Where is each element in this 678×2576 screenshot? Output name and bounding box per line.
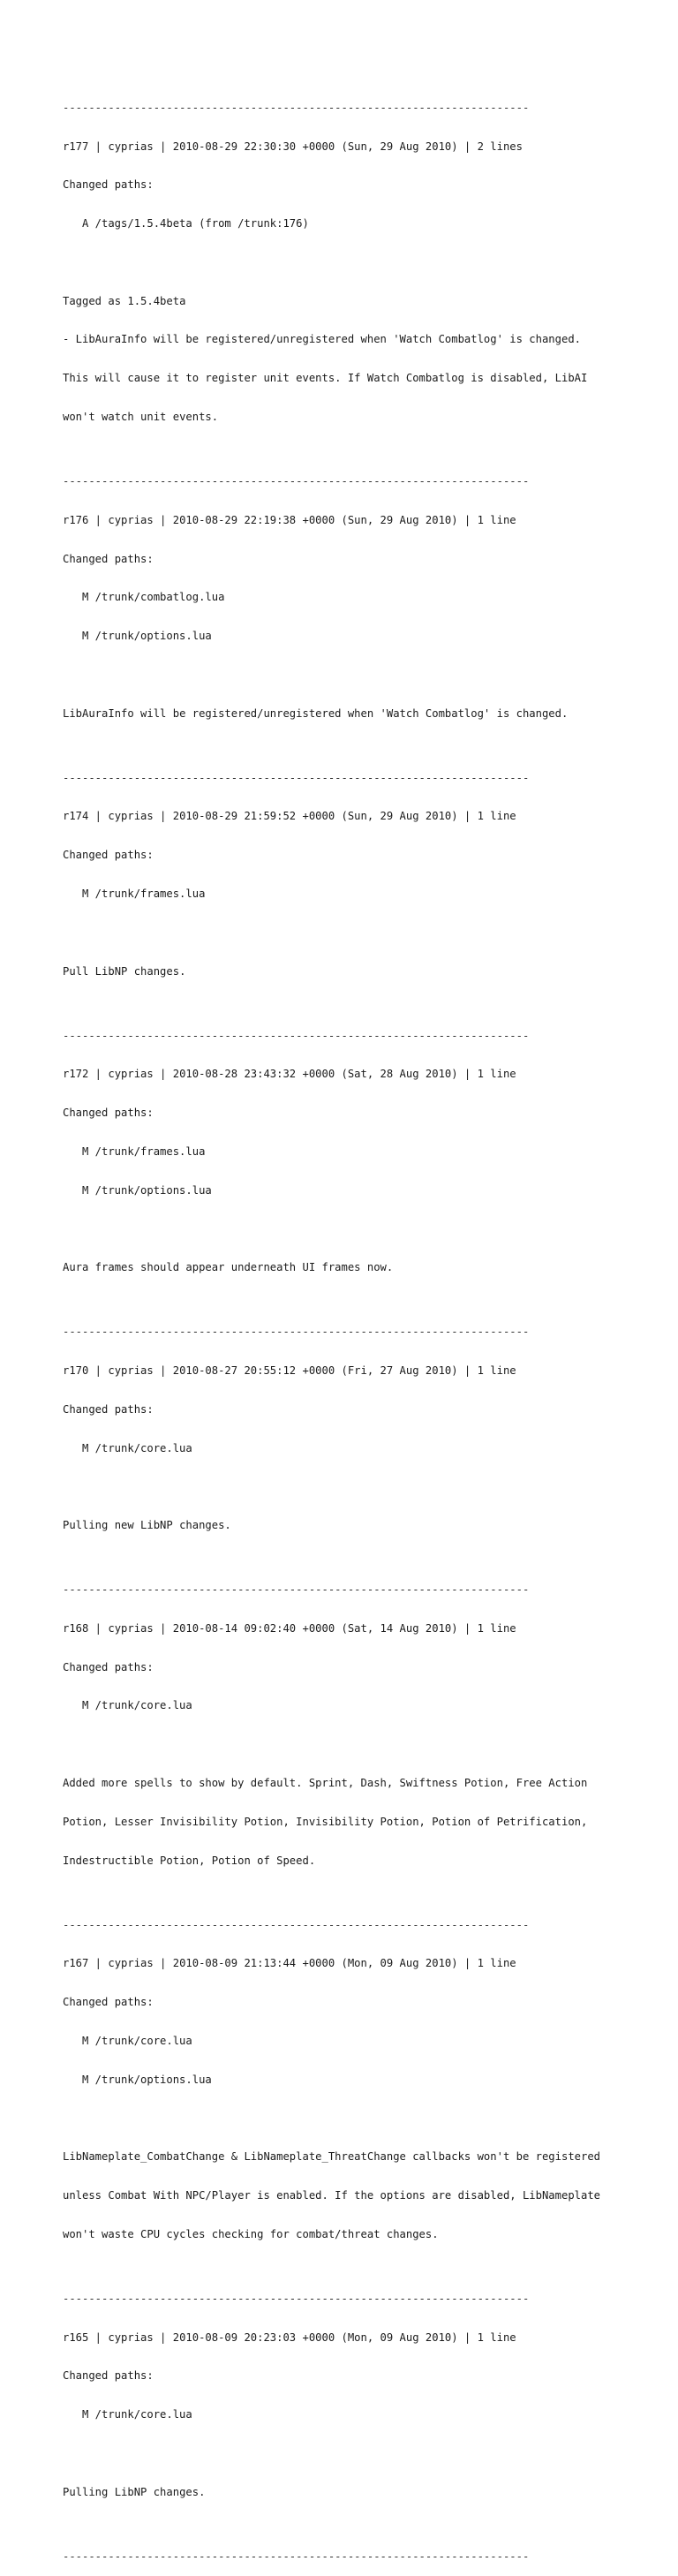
blank-line <box>63 1480 663 1493</box>
revision-header: r170 | cyprias | 2010-08-27 20:55:12 +0000 (Fri, 27 Aug 2010) | 1 line <box>63 1364 516 1377</box>
revision-header: r167 | cyprias | 2010-08-09 21:13:44 +0000 (Mon, 09 Aug 2010) | 1 line <box>63 1957 516 1970</box>
commit-message: Pull LibNP changes. <box>63 964 186 978</box>
blank-line <box>63 669 663 682</box>
changed-path: M /trunk/core.lua <box>82 2034 192 2047</box>
changed-path: M /trunk/combatlog.lua <box>82 591 225 604</box>
commit-message: Potion, Lesser Invisibility Potion, Invisibility Potion, Potion of Petrification, <box>63 1815 588 1828</box>
changed-path: A /tags/1.5.4beta (from /trunk:176) <box>82 217 309 230</box>
separator-line: ------------------------------------------------------------------------ <box>63 2292 530 2305</box>
commit-message: This will cause it to register unit events. If Watch Combatlog is disabled, LibAI <box>63 372 588 385</box>
separator-line: ------------------------------------------------------------------------ <box>63 771 530 784</box>
blank-line <box>63 2111 663 2125</box>
blank-line <box>63 926 663 940</box>
revision-header: r172 | cyprias | 2010-08-28 23:43:32 +0000 (Sat, 28 Aug 2010) | 1 line <box>63 1068 516 1081</box>
blank-line <box>63 256 663 269</box>
changed-paths-label: Changed paths: <box>63 2369 154 2383</box>
changed-path: M /trunk/core.lua <box>82 1699 192 1712</box>
changed-path: M /trunk/options.lua <box>82 630 212 643</box>
blank-line <box>63 1738 663 1751</box>
separator-line: ------------------------------------------------------------------------ <box>63 475 530 487</box>
changed-paths-label: Changed paths: <box>63 552 154 565</box>
changed-path: M /trunk/core.lua <box>82 1441 192 1454</box>
revision-header: r165 | cyprias | 2010-08-09 20:23:03 +0000 (Mon, 09 Aug 2010) | 1 line <box>63 2330 516 2344</box>
revision-header: r174 | cyprias | 2010-08-29 21:59:52 +0000 (Sun, 29 Aug 2010) | 1 line <box>63 810 516 823</box>
separator-line: ------------------------------------------------------------------------ <box>63 1918 530 1931</box>
commit-message: unless Combat With NPC/Player is enabled. If the options are disabled, LibNameplate <box>63 2188 601 2202</box>
svn-log <box>63 63 663 2576</box>
commit-message: won't waste CPU cycles checking for combat/threat changes. <box>63 2227 439 2240</box>
revision-header: r177 | cyprias | 2010-08-29 22:30:30 +0000 (Sun, 29 Aug 2010) | 2 lines <box>63 140 523 153</box>
blank-line <box>63 1222 663 1235</box>
changed-paths-label: Changed paths: <box>63 1660 154 1673</box>
commit-message: LibAuraInfo will be registered/unregistered when 'Watch Combatlog' is changed. <box>63 706 569 720</box>
separator-line: ------------------------------------------------------------------------ <box>63 1583 530 1597</box>
commit-message: Pulling new LibNP changes. <box>63 1519 231 1532</box>
commit-message: Indestructible Potion, Potion of Speed. <box>63 1854 316 1867</box>
changed-paths-label: Changed paths: <box>63 1402 154 1416</box>
changed-path: M /trunk/frames.lua <box>82 1144 206 1158</box>
separator-line: ------------------------------------------------------------------------ <box>63 1029 530 1042</box>
changed-path: M /trunk/options.lua <box>82 2073 212 2086</box>
changed-path: M /trunk/core.lua <box>82 2408 192 2421</box>
commit-message: Tagged as 1.5.4beta <box>63 294 186 307</box>
blank-line <box>63 2447 663 2460</box>
commit-message: - LibAuraInfo will be registered/unregistered when 'Watch Combatlog' is changed. <box>63 333 581 346</box>
changed-paths-label: Changed paths: <box>63 1107 154 1120</box>
commit-message: Added more spells to show by default. Sprint, Dash, Swiftness Potion, Free Action <box>63 1776 588 1789</box>
changed-path: M /trunk/frames.lua <box>82 888 206 900</box>
changed-paths-label: Changed paths: <box>63 849 154 862</box>
changed-paths-label: Changed paths: <box>63 1996 154 2009</box>
separator-line: ------------------------------------------------------------------------ <box>63 2550 530 2563</box>
commit-message: Aura frames should appear underneath UI frames now. <box>63 1261 394 1274</box>
commit-message: won't watch unit events. <box>63 411 219 424</box>
revision-header: r168 | cyprias | 2010-08-14 09:02:40 +0000 (Sat, 14 Aug 2010) | 1 line <box>63 1621 516 1635</box>
commit-message: LibNameplate_CombatChange & LibNameplate_ThreatChange callbacks won't be registered <box>63 2150 601 2164</box>
separator-line: ------------------------------------------------------------------------ <box>63 1326 530 1339</box>
commit-message: Pulling LibNP changes. <box>63 2485 206 2498</box>
changed-path: M /trunk/options.lua <box>82 1183 212 1197</box>
changed-paths-label: Changed paths: <box>63 178 154 192</box>
separator-line: ------------------------------------------------------------------------ <box>63 101 530 114</box>
revision-header: r176 | cyprias | 2010-08-29 22:19:38 +0000 (Sun, 29 Aug 2010) | 1 line <box>63 513 516 526</box>
